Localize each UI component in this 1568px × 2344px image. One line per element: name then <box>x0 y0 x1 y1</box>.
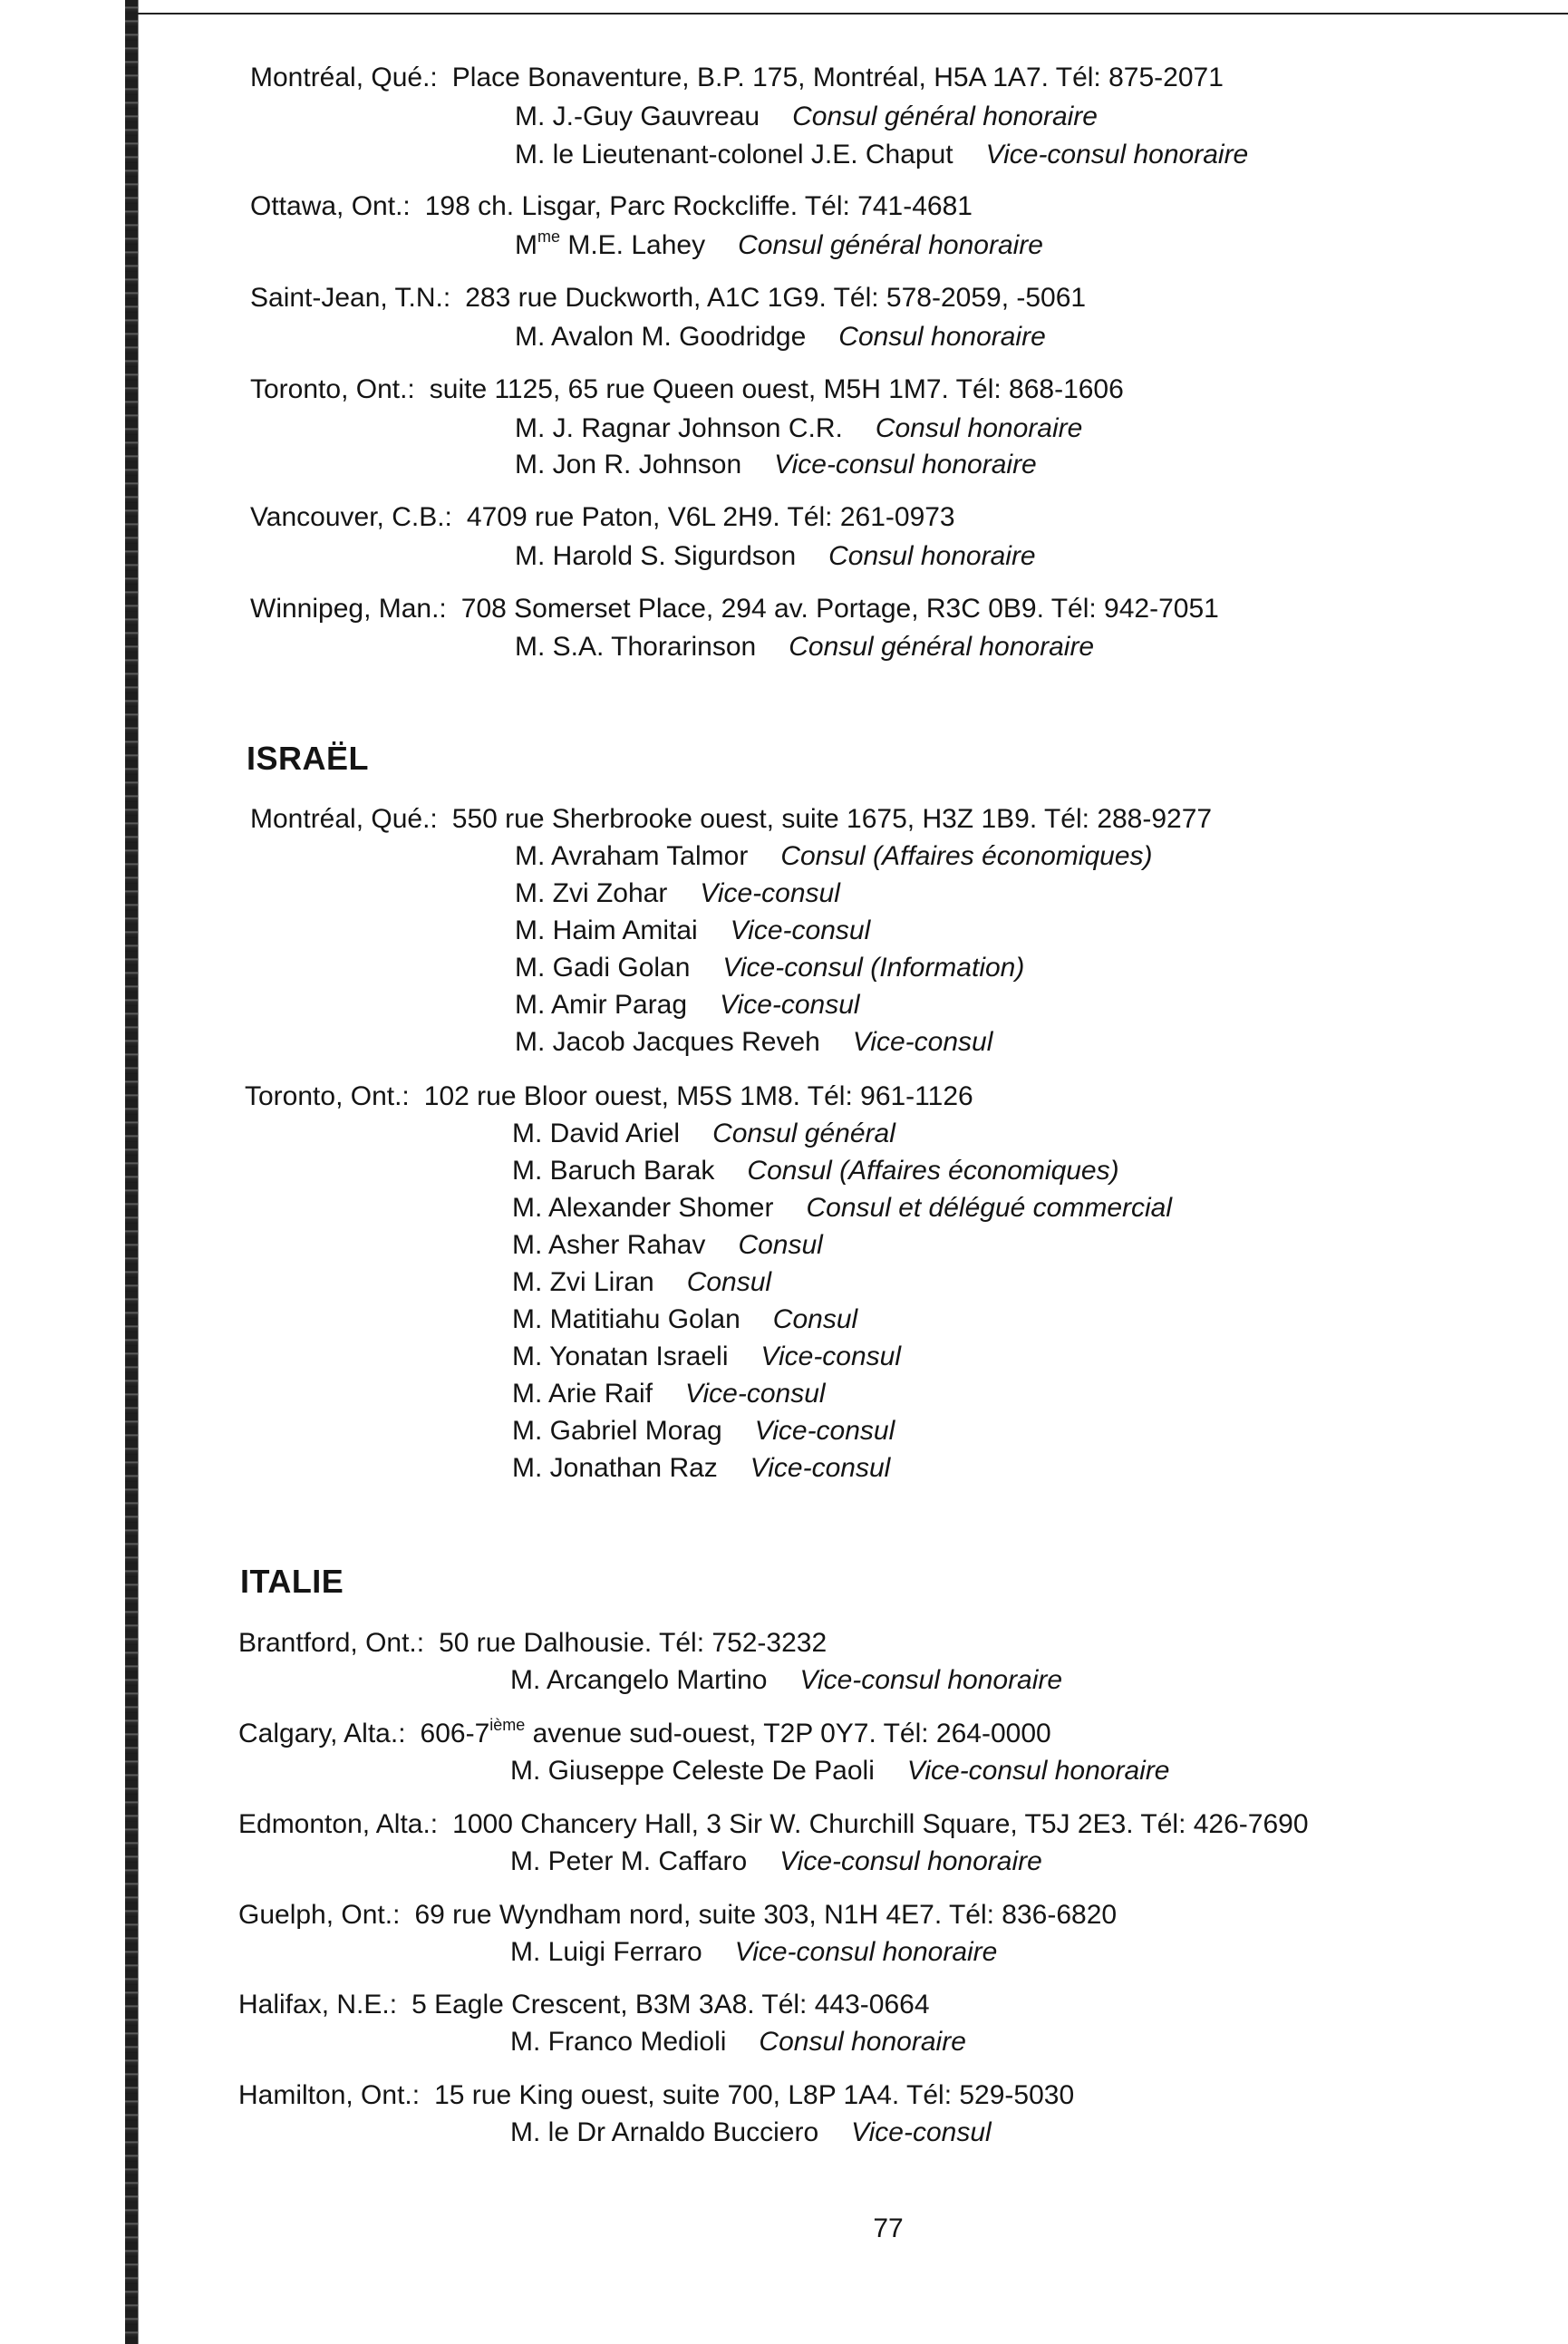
person-name-superscript: me <box>537 228 561 246</box>
address-text: 69 rue Wyndham nord, suite 303, N1H 4E7. Tél: 836-6820 <box>414 1900 1118 1930</box>
person-title: Consul général honoraire <box>789 632 1095 662</box>
address-text: 50 rue Dalhousie. Tél: 752-3232 <box>439 1628 828 1658</box>
person-title: Vice-consul <box>700 878 840 908</box>
location-label: Toronto, Ont.: <box>245 1081 410 1111</box>
person-line <box>515 228 1043 264</box>
block-location-line <box>250 189 973 225</box>
person-name: M. Luigi Ferraro <box>510 1937 702 1967</box>
person-title: Vice-consul honoraire <box>906 1756 1170 1786</box>
block-location-line <box>238 1716 1051 1752</box>
address-prefix: 606-7 <box>420 1719 490 1748</box>
address-superscript: ième <box>489 1716 526 1734</box>
location-label: Toronto, Ont.: <box>250 374 415 404</box>
location-label: Ottawa, Ont.: <box>250 191 411 221</box>
person-title: Consul général <box>712 1119 895 1148</box>
person-line <box>512 1227 823 1264</box>
person-title: Vice-consul honoraire <box>799 1665 1063 1695</box>
location-label: Saint-Jean, T.N.: <box>250 283 451 313</box>
person-title: Consul <box>686 1267 772 1297</box>
person-title: Consul (Affaires économiques) <box>780 841 1153 871</box>
person-name: M. J. Ragnar Johnson C.R. <box>515 413 843 443</box>
address-text: 550 rue Sherbrooke ouest, suite 1675, H3Z 1B9. Tél: 288-9277 <box>451 804 1213 834</box>
person-title: Vice-consul honoraire <box>779 1846 1042 1876</box>
person-title: Vice-consul honoraire <box>774 450 1037 479</box>
person-name: M. Peter M. Caffaro <box>510 1846 748 1876</box>
person-name: M. Jon R. Johnson <box>515 450 742 479</box>
block-location-line <box>238 1625 827 1661</box>
address-text: suite 1125, 65 rue Queen ouest, M5H 1M7. Tél: 868-1606 <box>429 374 1124 404</box>
person-name: M. Giuseppe Celeste De Paoli <box>510 1756 875 1786</box>
person-name: M. Avalon M. Goodridge <box>515 322 807 352</box>
person-line <box>510 1844 1042 1880</box>
person-line <box>515 538 1036 575</box>
person-title: Vice-consul <box>754 1416 895 1446</box>
location-label: Hamilton, Ont.: <box>238 2080 421 2110</box>
person-title: Vice-consul (Information) <box>722 953 1025 983</box>
location-label: Vancouver, C.B.: <box>250 502 452 532</box>
person-line <box>512 1153 1119 1189</box>
person-name: M. Matitiahu Golan <box>512 1304 740 1334</box>
address-rest: avenue sud-ouest, T2P 0Y7. Tél: 264-0000 <box>525 1719 1051 1748</box>
person-name: M. Gabriel Morag <box>512 1416 722 1446</box>
block-location-line <box>238 2078 1074 2114</box>
person-name: M. Gadi Golan <box>515 953 691 983</box>
person-line <box>512 1190 1172 1226</box>
person-line <box>512 1339 901 1375</box>
person-line <box>512 1116 895 1152</box>
person-name: M. le Lieutenant-colonel J.E. Chaput <box>515 140 953 170</box>
block-location-line <box>238 1897 1117 1933</box>
top-rule <box>138 13 1568 15</box>
person-line <box>515 447 1037 483</box>
person-title: Vice-consul honoraire <box>734 1937 998 1967</box>
person-line <box>515 411 1082 447</box>
person-line <box>512 1264 771 1301</box>
location-label: Montréal, Qué.: <box>250 63 438 92</box>
person-line <box>510 1753 1170 1789</box>
person-name: M. Baruch Barak <box>512 1156 715 1186</box>
person-name: M. Zvi Zohar <box>515 878 668 908</box>
page-binding-edge <box>125 0 139 2344</box>
location-label: Montréal, Qué.: <box>250 804 438 834</box>
person-title: Consul et délégué commercial <box>806 1193 1173 1223</box>
person-name: M. Yonatan Israeli <box>512 1342 729 1371</box>
person-title: Vice-consul <box>750 1453 891 1483</box>
person-line <box>515 319 1046 355</box>
person-name-prefix: M <box>515 230 537 260</box>
person-name: M. Haim Amitai <box>515 915 698 945</box>
person-line <box>510 2024 966 2060</box>
address-text: 15 rue King ouest, suite 700, L8P 1A4. Tél: 529-5030 <box>434 2080 1075 2110</box>
person-title: Vice-consul <box>730 915 871 945</box>
address-text: Place Bonaventure, B.P. 175, Montréal, H5A 1A7. Tél: 875-2071 <box>451 63 1224 92</box>
person-name: M. Alexander Shomer <box>512 1193 774 1223</box>
person-line <box>510 1934 997 1971</box>
person-line <box>512 1450 890 1487</box>
block-location-line <box>250 60 1224 96</box>
location-label: Calgary, Alta.: <box>238 1719 406 1748</box>
address-text: 4709 rue Paton, V6L 2H9. Tél: 261-0973 <box>466 502 955 532</box>
person-name: M. Harold S. Sigurdson <box>515 541 797 571</box>
person-line <box>515 99 1098 135</box>
person-line <box>512 1413 895 1449</box>
person-title: Consul honoraire <box>838 322 1046 352</box>
person-name: M. S.A. Thorarinson <box>515 632 757 662</box>
person-line <box>515 838 1153 875</box>
person-title: Vice-consul <box>720 990 860 1020</box>
person-name: M. le Dr Arnaldo Bucciero <box>510 2117 819 2147</box>
address-text: 102 rue Bloor ouest, M5S 1M8. Tél: 961-1126 <box>423 1081 973 1111</box>
address-text: 1000 Chancery Hall, 3 Sir W. Churchill Square, T5J 2E3. Tél: 426-7690 <box>452 1809 1309 1839</box>
person-line <box>515 876 840 912</box>
person-line <box>515 987 860 1023</box>
location-label: Guelph, Ont.: <box>238 1900 401 1930</box>
block-location-line <box>250 372 1124 408</box>
person-name: M. Avraham Talmor <box>515 841 749 871</box>
section-heading: ITALIE <box>240 1563 344 1600</box>
page-number: 77 <box>873 2213 904 2243</box>
block-location-line <box>238 1806 1309 1843</box>
person-title: Vice-consul honoraire <box>985 140 1249 170</box>
person-title: Vice-consul <box>760 1342 902 1371</box>
person-line <box>510 1662 1062 1699</box>
person-line <box>510 2115 992 2151</box>
person-name: M. Arcangelo Martino <box>510 1665 768 1695</box>
person-title: Consul honoraire <box>759 2027 966 2057</box>
block-location-line <box>238 1987 930 2023</box>
person-name: M. Jacob Jacques Reveh <box>515 1027 820 1057</box>
person-name: M. Franco Medioli <box>510 2027 727 2057</box>
person-line <box>515 913 870 949</box>
person-title: Consul honoraire <box>875 413 1083 443</box>
person-line <box>515 137 1248 173</box>
block-location-line <box>250 280 1086 316</box>
person-name: M. J.-Guy Gauvreau <box>515 102 760 131</box>
person-name: M. Arie Raif <box>512 1379 653 1409</box>
person-title: Vice-consul <box>851 2117 992 2147</box>
person-name-rest: M.E. Lahey <box>560 230 706 260</box>
location-label: Winnipeg, Man.: <box>250 594 447 624</box>
block-location-line <box>250 591 1219 627</box>
section-heading: ISRAËL <box>247 740 370 777</box>
block-location-line <box>250 801 1212 838</box>
address-text: 198 ch. Lisgar, Parc Rockcliffe. Tél: 741-4681 <box>424 191 973 221</box>
person-name: M. David Ariel <box>512 1119 681 1148</box>
address-text: 283 rue Duckworth, A1C 1G9. Tél: 578-2059, -5061 <box>465 283 1087 313</box>
address-text: 708 Somerset Place, 294 av. Portage, R3C 0B9. Tél: 942-7051 <box>460 594 1219 624</box>
address-text <box>420 1716 1051 1748</box>
person-title: Consul <box>738 1230 823 1260</box>
person-title: Consul honoraire <box>828 541 1036 571</box>
person-title: Vice-consul <box>685 1379 826 1409</box>
person-title: Vice-consul <box>852 1027 993 1057</box>
person-line <box>515 629 1094 665</box>
address-text: 5 Eagle Crescent, B3M 3A8. Tél: 443-0664 <box>411 1990 930 2020</box>
person-title: Consul général honoraire <box>792 102 1098 131</box>
person-name <box>515 230 705 260</box>
person-name: M. Amir Parag <box>515 990 688 1020</box>
location-label: Halifax, N.E.: <box>238 1990 398 2020</box>
person-line <box>512 1302 857 1338</box>
person-name: M. Jonathan Raz <box>512 1453 718 1483</box>
person-name: M. Zvi Liran <box>512 1267 654 1297</box>
location-label: Edmonton, Alta.: <box>238 1809 439 1839</box>
person-title: Consul <box>772 1304 858 1334</box>
person-name: M. Asher Rahav <box>512 1230 706 1260</box>
person-title: Consul général honoraire <box>738 230 1043 260</box>
block-location-line <box>245 1079 973 1115</box>
location-label: Brantford, Ont.: <box>238 1628 425 1658</box>
person-title: Consul (Affaires économiques) <box>747 1156 1119 1186</box>
person-line <box>515 950 1024 986</box>
person-line <box>515 1024 992 1061</box>
person-line <box>512 1376 826 1412</box>
block-location-line <box>250 499 955 536</box>
